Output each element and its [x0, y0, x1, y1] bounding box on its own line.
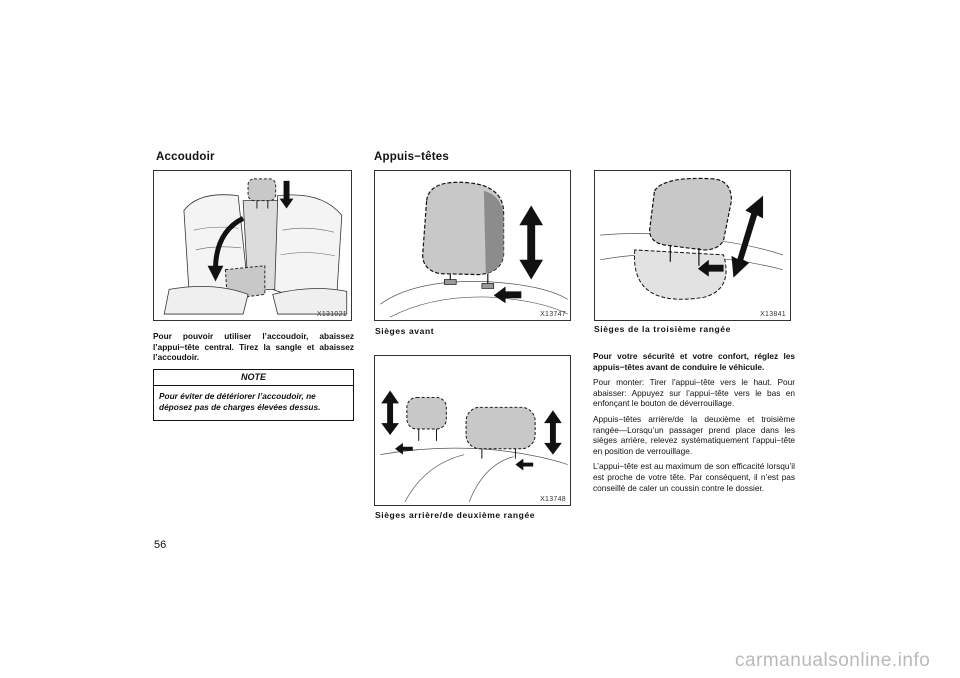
figure-code: X131021 [316, 311, 347, 318]
second-row-headrest-illustration [375, 356, 570, 505]
section-heading-headrests: Appuis−têtes [374, 151, 449, 163]
watermark: carmanualsonline.info [735, 650, 931, 671]
page-number: 56 [154, 539, 167, 551]
figure-code: X13841 [760, 311, 786, 318]
note-box [153, 369, 354, 421]
headrest-paragraph-4: L’appui−tête est au maximum de son efficacité lorsqu’il est proche de votre tête. Par conséquent, il n’est pas conseillé de caler un coussin contre le dossier. [593, 461, 795, 493]
armrest-figure [153, 170, 352, 321]
armrest-illustration [154, 171, 351, 320]
caption-third-row: Sièges de la troisième rangée [594, 324, 731, 334]
headrest-paragraph-3: Appuis−têtes arrière/de la deuxième et troisième rangée—Lorsqu’un passager prend place dans les sièges arrière, relevez systématiquement l’appui−tête en position de verrouillage. [593, 413, 795, 456]
note-title: NOTE [154, 370, 353, 386]
second-row-headrest-figure [374, 355, 571, 506]
headrest-text-column [593, 351, 795, 493]
third-row-headrest-illustration [595, 171, 790, 320]
note-text: Pour éviter de détériorer l’accoudoir, ne déposez pas de charges élevées dessus. [159, 391, 321, 412]
caption-front-seats: Sièges avant [375, 326, 435, 336]
figure-code: X13748 [540, 496, 566, 503]
headrest-paragraph-1: Pour votre sécurité et votre confort, réglez les appuis−têtes avant de conduire le véhicule. [593, 351, 795, 372]
third-row-headrest-figure [594, 170, 791, 321]
section-heading-armrest: Accoudoir [156, 151, 215, 163]
figure-code: X13747 [540, 311, 566, 318]
headrest-paragraph-2: Pour monter: Tirer l’appui−tête vers le haut. Pour abaisser: Appuyez sur l’appui−tête vers le bas en enfonçant le bouton de déverrouillage. [593, 377, 795, 409]
caption-second-row: Sièges arrière/de deuxième rangée [375, 510, 536, 520]
front-seat-headrest-figure [374, 170, 571, 321]
front-headrest-illustration [375, 171, 570, 320]
armrest-instruction: Pour pouvoir utiliser l’accoudoir, abaissez l’appui−tête central. Tirez la sangle et abaissez l’accoudoir. [153, 331, 354, 363]
